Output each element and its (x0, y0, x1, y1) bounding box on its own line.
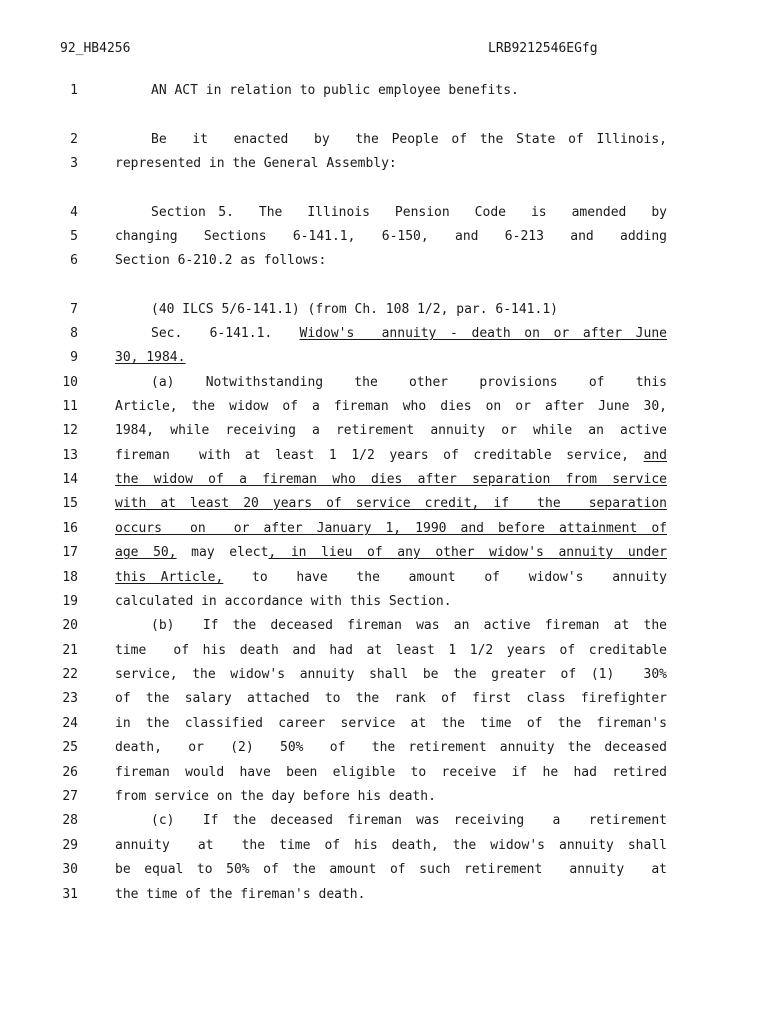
bill-line (0, 250, 770, 272)
bill-line (0, 884, 770, 906)
bill-line (0, 153, 770, 175)
inserted-text: Widow's annuity - death on or after June (299, 326, 667, 341)
line-number: 25 (62, 740, 78, 755)
bill-line (0, 299, 770, 321)
bill-line (0, 664, 770, 686)
line-number: 11 (62, 399, 78, 414)
line-number: 8 (70, 326, 78, 341)
bill-line (0, 420, 770, 442)
bill-line (0, 713, 770, 735)
line-text (115, 591, 667, 613)
text-segment: Be it enacted by the People of the State of Illinois, (151, 132, 667, 147)
bill-line (0, 347, 770, 369)
inserted-text: 30, 1984. (115, 350, 186, 365)
line-text (115, 664, 667, 686)
line-number: 17 (62, 545, 78, 560)
text-segment: (b) If the deceased fireman was an active fireman at the (151, 618, 667, 633)
inserted-text: the widow of a fireman who dies after separation from service (115, 472, 667, 487)
line-number: 26 (62, 765, 78, 780)
text-segment: may elect (176, 545, 269, 560)
text-segment: of the salary attached to the rank of first class firefighter (115, 691, 667, 706)
line-text (115, 786, 667, 808)
inserted-text: occurs on or after January 1, 1990 and before attainment of (115, 521, 667, 536)
line-text (115, 542, 667, 564)
line-number: 9 (70, 350, 78, 365)
line-text (115, 469, 667, 491)
bill-line (0, 323, 770, 345)
line-number: 21 (62, 643, 78, 658)
inserted-text: and (643, 448, 667, 463)
bill-line (0, 202, 770, 224)
text-segment: (a) Notwithstanding the other provisions of this (151, 375, 667, 390)
line-text (151, 202, 667, 224)
bill-line (0, 615, 770, 637)
bill-line (0, 567, 770, 589)
lrb-number: LRB9212546EGfg (488, 41, 598, 56)
text-segment: fireman with at least 1 1/2 years of creditable service, (115, 448, 644, 463)
text-segment: Section 5. The Illinois Pension Code is amended by (151, 205, 667, 220)
line-number: 23 (62, 691, 78, 706)
line-text (151, 810, 667, 832)
line-number: 27 (62, 789, 78, 804)
line-text (151, 615, 667, 637)
line-number: 30 (62, 862, 78, 877)
bill-line (0, 226, 770, 248)
bill-line (0, 129, 770, 151)
line-number: 22 (62, 667, 78, 682)
bill-line (0, 835, 770, 857)
line-number: 3 (70, 156, 78, 171)
text-segment: to have the amount of widow's annuity (223, 570, 668, 585)
text-segment: AN ACT in relation to public employee benefits. (151, 83, 519, 98)
bill-line (0, 762, 770, 784)
text-segment: Section 6-210.2 as follows: (115, 253, 327, 268)
line-text (115, 713, 667, 735)
line-text (115, 640, 667, 662)
line-number: 13 (62, 448, 78, 463)
line-number: 16 (62, 521, 78, 536)
line-text (115, 420, 667, 442)
text-segment: Article, the widow of a fireman who dies on or after June 30, (115, 399, 667, 414)
line-number: 7 (70, 302, 78, 317)
line-number: 14 (62, 472, 78, 487)
line-number: 6 (70, 253, 78, 268)
line-text (115, 347, 667, 369)
text-segment: service, the widow's annuity shall be the greater of (1) 30% (115, 667, 667, 682)
inserted-text: this Article, (115, 570, 224, 585)
line-text (115, 518, 667, 540)
line-text (115, 493, 667, 515)
bill-line (0, 688, 770, 710)
text-segment: annuity at the time of his death, the widow's annuity shall (115, 838, 667, 853)
line-number: 12 (62, 423, 78, 438)
line-text (115, 445, 667, 467)
text-segment: calculated in accordance with this Section. (115, 594, 452, 609)
line-number: 15 (62, 496, 78, 511)
line-text (151, 299, 667, 321)
bill-line (0, 469, 770, 491)
line-text (115, 762, 667, 784)
line-text (151, 323, 667, 345)
text-segment: fireman would have been eligible to receive if he had retired (115, 765, 667, 780)
inserted-text: age 50, (115, 545, 177, 560)
text-segment: 1984, while receiving a retirement annuity or while an active (115, 423, 667, 438)
bill-line (0, 591, 770, 613)
line-text (115, 688, 667, 710)
bill-line (0, 372, 770, 394)
bill-line (0, 80, 770, 102)
line-text (115, 226, 667, 248)
text-segment: changing Sections 6-141.1, 6-150, and 6-213 and adding (115, 229, 667, 244)
inserted-text: with at least 20 years of service credit, if the separation (115, 496, 667, 511)
line-number: 20 (62, 618, 78, 633)
line-text (115, 396, 667, 418)
line-text (115, 153, 667, 175)
line-number: 29 (62, 838, 78, 853)
line-text (115, 737, 667, 759)
bill-line (0, 518, 770, 540)
line-number: 10 (62, 375, 78, 390)
text-segment: the time of the fireman's death. (115, 887, 366, 902)
text-segment: (c) If the deceased fireman was receiving a retirement (151, 813, 667, 828)
line-number: 31 (62, 887, 78, 902)
text-segment: be equal to 50% of the amount of such retirement annuity at (115, 862, 667, 877)
bill-line (0, 810, 770, 832)
bill-line (0, 445, 770, 467)
bill-line (0, 542, 770, 564)
text-segment: time of his death and had at least 1 1/2 years of creditable (115, 643, 667, 658)
line-text (151, 129, 667, 151)
line-text (115, 884, 667, 906)
bill-number: 92_HB4256 (60, 41, 131, 56)
text-segment: represented in the General Assembly: (115, 156, 397, 171)
line-text (115, 567, 667, 589)
line-text (115, 250, 667, 272)
line-number: 5 (70, 229, 78, 244)
text-segment: Sec. 6-141.1. (151, 326, 300, 341)
line-number: 1 (70, 83, 78, 98)
line-number: 2 (70, 132, 78, 147)
line-text (115, 835, 667, 857)
bill-line (0, 859, 770, 881)
line-text (151, 80, 667, 102)
line-number: 28 (62, 813, 78, 828)
inserted-text: , in lieu of any other widow's annuity under (268, 545, 667, 560)
line-text (115, 859, 667, 881)
text-segment: death, or (2) 50% of the retirement annuity the deceased (115, 740, 667, 755)
text-segment: in the classified career service at the time of the fireman's (115, 716, 667, 731)
line-number: 4 (70, 205, 78, 220)
line-number: 18 (62, 570, 78, 585)
line-number: 19 (62, 594, 78, 609)
text-segment: (40 ILCS 5/6-141.1) (from Ch. 108 1/2, par. 6-141.1) (151, 302, 558, 317)
bill-line (0, 737, 770, 759)
bill-line (0, 493, 770, 515)
bill-line (0, 396, 770, 418)
bill-line (0, 640, 770, 662)
bill-line (0, 786, 770, 808)
line-number: 24 (62, 716, 78, 731)
line-text (151, 372, 667, 394)
text-segment: from service on the day before his death. (115, 789, 436, 804)
